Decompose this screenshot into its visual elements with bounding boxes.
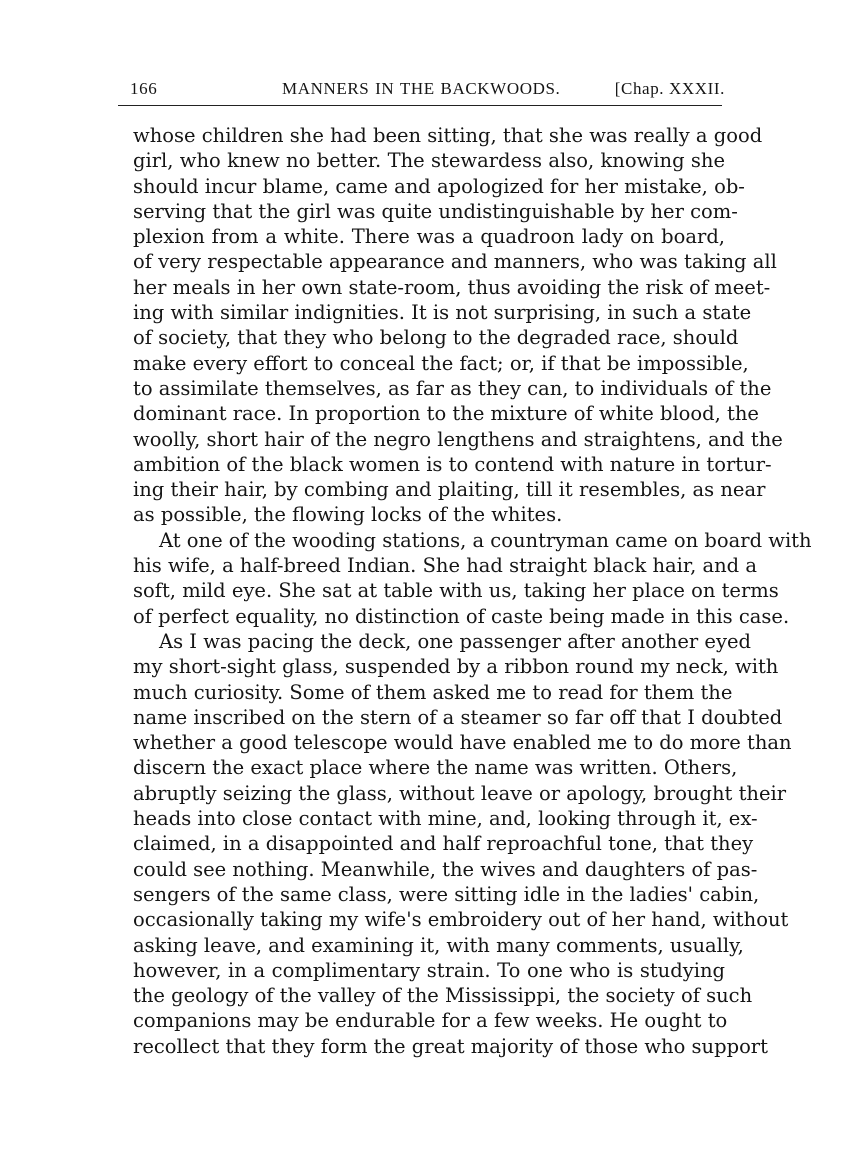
text-line: whether a good telescope would have enabled me to do more than — [133, 731, 792, 755]
text-line: occasionally taking my wife's embroidery out of her hand, without — [133, 908, 789, 932]
body-text — [133, 123, 812, 1059]
text-line: his wife, a half-breed Indian. She had straight black hair, and a — [133, 554, 757, 578]
text-line: serving that the girl was quite undistinguishable by her com- — [133, 199, 738, 223]
chapter-marker: [Chap. XXXII. — [614, 79, 725, 98]
running-head — [130, 76, 725, 102]
text-line: plexion from a white. There was a quadroon lady on board, — [133, 225, 725, 249]
text-line: make every effort to conceal the fact; or, if that be impossible, — [133, 351, 749, 375]
text-line: could see nothing. Meanwhile, the wives and daughters of pas- — [133, 857, 758, 881]
text-line: of very respectable appearance and manners, who was taking all — [133, 250, 777, 274]
text-line: sengers of the same class, were sitting idle in the ladies' cabin, — [133, 882, 760, 906]
header-rule — [118, 105, 722, 106]
running-title: MANNERS IN THE BACKWOODS. — [282, 79, 561, 98]
page-number: 166 — [130, 79, 158, 98]
text-line: however, in a complimentary strain. To one who is studying — [133, 958, 725, 982]
text-line: my short-sight glass, suspended by a ribbon round my neck, with — [133, 655, 779, 679]
text-line: abruptly seizing the glass, without leave or apology, brought their — [133, 781, 787, 805]
text-line: claimed, in a disappointed and half reproachful tone, that they — [133, 832, 754, 856]
text-line: ing with similar indignities. It is not surprising, in such a state — [133, 301, 752, 325]
text-line: At one of the wooding stations, a countryman came on board with — [159, 528, 812, 552]
text-line: dominant race. In proportion to the mixture of white blood, the — [133, 402, 759, 426]
text-line: As I was pacing the deck, one passenger after another eyed — [159, 629, 752, 653]
text-line: to assimilate themselves, as far as they can, to individuals of the — [133, 376, 772, 400]
text-line: heads into close contact with mine, and, looking through it, ex- — [133, 807, 758, 831]
text-line: the geology of the valley of the Mississippi, the society of such — [133, 984, 753, 1008]
text-line: of perfect equality, no distinction of caste being made in this case. — [133, 604, 790, 628]
text-line: companions may be endurable for a few weeks. He ought to — [133, 1009, 728, 1033]
text-line: ing their hair, by combing and plaiting, till it resembles, as near — [133, 478, 766, 502]
text-line: as possible, the flowing locks of the whites. — [133, 503, 563, 527]
text-line: name inscribed on the stern of a steamer so far off that I doubted — [133, 705, 783, 729]
text-line: discern the exact place where the name was written. Others, — [133, 756, 738, 780]
text-line: should incur blame, came and apologized for her mistake, ob- — [133, 174, 745, 198]
text-line: of society, that they who belong to the degraded race, should — [133, 326, 739, 350]
text-line: asking leave, and examining it, with many comments, usually, — [133, 933, 744, 957]
text-line: woolly, short hair of the negro lengthens and straightens, and the — [133, 427, 783, 451]
text-line: soft, mild eye. She sat at table with us, taking her place on terms — [133, 579, 779, 603]
text-line: whose children she had been sitting, that she was really a good — [133, 124, 763, 147]
text-line: much curiosity. Some of them asked me to read for them the — [133, 680, 733, 704]
text-line: girl, who knew no better. The stewardess also, knowing she — [133, 149, 725, 173]
text-line: ambition of the black women is to contend with nature in tortur- — [133, 452, 772, 476]
text-line: recollect that they form the great majority of those who support — [133, 1034, 768, 1058]
text-line: her meals in her own state-room, thus avoiding the risk of meet- — [133, 275, 771, 299]
